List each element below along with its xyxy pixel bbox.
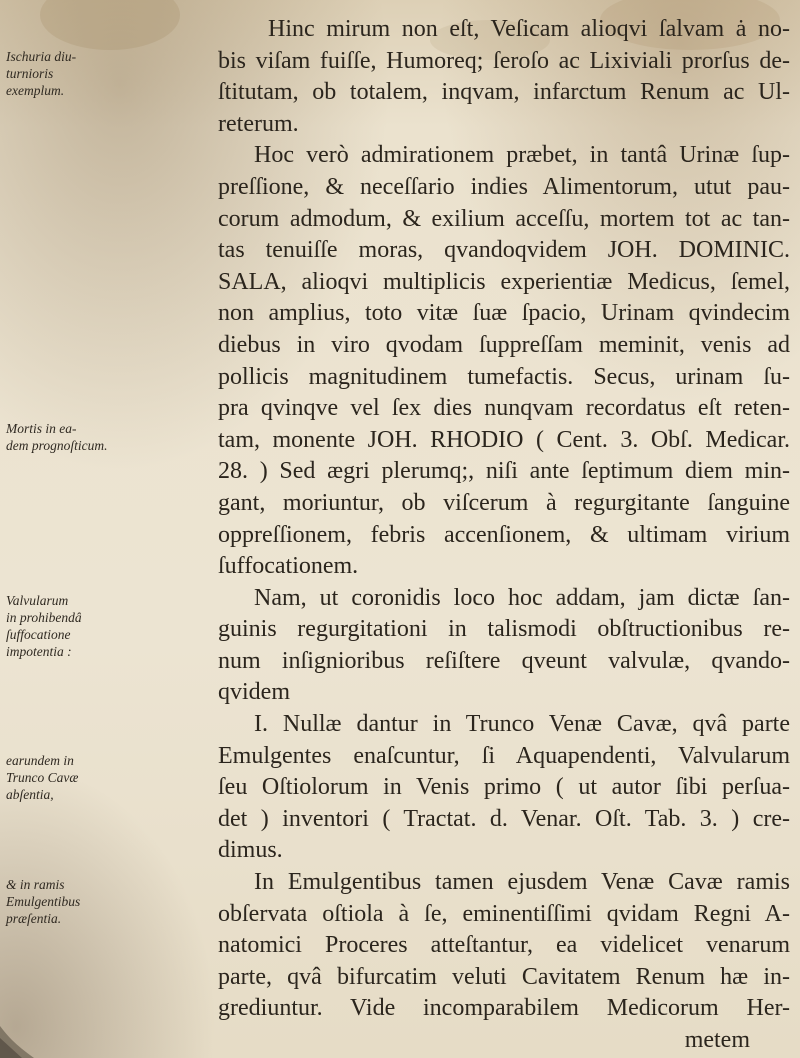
- text-line: qvidem: [218, 679, 290, 706]
- margin-note-line: Trunco Cavæ: [6, 770, 79, 785]
- margin-note-line: Mortis in ea-: [6, 421, 77, 436]
- margin-note-line: abſentia,: [6, 787, 54, 802]
- text-line: 28. ) Sed ægri plerumq;, niſi ante ſeptimum diem min-: [218, 458, 790, 485]
- catchword: metem: [684, 1027, 750, 1053]
- text-line: preſſione, & neceſſario indies Alimentorum, utut pau-: [218, 173, 790, 200]
- text-line: corum admodum, & exilium acceſſu, mortem tot ac tan-: [218, 205, 790, 232]
- text-line: guinis regurgitationi in talismodi obſtructionibus re-: [218, 616, 790, 643]
- margin-note-line: & in ramis: [6, 877, 65, 892]
- main-text-column: [218, 14, 790, 1057]
- text-line: tas tenuiſſe moras, qvandoqvidem JOH. DOMINIC.: [218, 237, 790, 264]
- margin-note-line: præſentia.: [6, 911, 62, 926]
- margin-note: [6, 592, 124, 660]
- text-line: natomici Proceres atteſtantur, ea videlicet venarum: [218, 932, 790, 959]
- margin-note-line: exemplum.: [6, 83, 65, 98]
- text-line: In Emulgentibus tamen ejusdem Venæ Cavæ ramis: [254, 869, 790, 896]
- text-line: dimus.: [218, 837, 283, 864]
- text-line: ſtitutam, ob totalem, inqvam, infarctum Renum ac Ul-: [218, 79, 790, 106]
- margin-note-line: Ischuria diu-: [6, 49, 77, 64]
- margin-note: [6, 420, 124, 454]
- margin-note: [6, 876, 124, 927]
- text-line: non amplius, toto vitæ ſuæ ſpacio, Urinam qvindecim: [218, 300, 790, 327]
- text-line: tam, monente JOH. RHODIO ( Cent. 3. Obſ. Medicar.: [218, 426, 790, 453]
- margin-note-line: impotentia :: [6, 644, 72, 659]
- text-line: pra qvinqve vel ſex dies nunqvam recordatus eſt reten-: [218, 395, 790, 422]
- text-line: parte, qvâ bifurcatim veluti Cavitatem Renum hæ in-: [218, 963, 790, 990]
- text-line: reterum.: [218, 110, 299, 137]
- text-line: ſeu Oſtiolorum in Venis primo ( ut autor ſibi perſua-: [218, 774, 790, 801]
- text-line: pollicis magnitudinem tumefactis. Secus, urinam ſu-: [218, 363, 790, 390]
- margin-note-line: dem prognoſticum.: [6, 438, 108, 453]
- text-line: Emulgentes enaſcuntur, ſi Aquapendenti, Valvularum: [218, 742, 790, 769]
- text-line: oppreſſionem, febris accenſionem, & ultimam virium: [218, 521, 790, 548]
- text-line: ſuffocationem.: [218, 553, 359, 580]
- margin-note-line: Valvularum: [6, 593, 69, 608]
- text-line: num inſignioribus reſiſtere qveunt valvulæ, qvando-: [218, 647, 790, 674]
- text-line: grediuntur. Vide incomparabilem Medicorum Her-: [218, 995, 790, 1022]
- margin-note-line: in prohibendâ: [6, 610, 82, 625]
- margin-note-line: earundem in: [6, 753, 74, 768]
- margin-note-line: ſuffocatione: [6, 627, 71, 642]
- text-line: det ) inventori ( Tractat. d. Venar. Oſt. Tab. 3. ) cre-: [218, 805, 790, 832]
- margin-note-line: turnioris: [6, 66, 54, 81]
- margin-note-line: Emulgentibus: [6, 894, 81, 909]
- text-line: bis viſam fuiſſe, Humoreq; ſeroſo ac Lixiviali prorſus de-: [218, 47, 790, 74]
- margin-note: [6, 48, 124, 99]
- text-line: gant, moriuntur, ob viſcerum à regurgitante ſanguine: [218, 489, 790, 516]
- text-line: I. Nullæ dantur in Trunco Venæ Cavæ, qvâ parte: [254, 711, 790, 738]
- text-line: obſervata oſtiola à ſe, eminentiſſimi qvidam Regni A-: [218, 900, 790, 927]
- text-line: Nam, ut coronidis loco hoc addam, jam dictæ ſan-: [254, 584, 790, 611]
- text-line: Hinc mirum non eſt, Veſicam alioqvi ſalvam ȧ no-: [268, 16, 790, 42]
- text-line: diebus in viro qvodam ſuppreſſam meminit, venis ad: [218, 331, 790, 358]
- text-line: SALA, alioqvi multiplicis experientiæ Medicus, ſemel,: [218, 268, 790, 295]
- margin-note: [6, 752, 124, 803]
- paper-stain: [40, 0, 180, 50]
- text-line: Hoc verò admirationem præbet, in tantâ Urinæ ſup-: [254, 142, 790, 169]
- torn-corner-icon: [0, 1018, 40, 1058]
